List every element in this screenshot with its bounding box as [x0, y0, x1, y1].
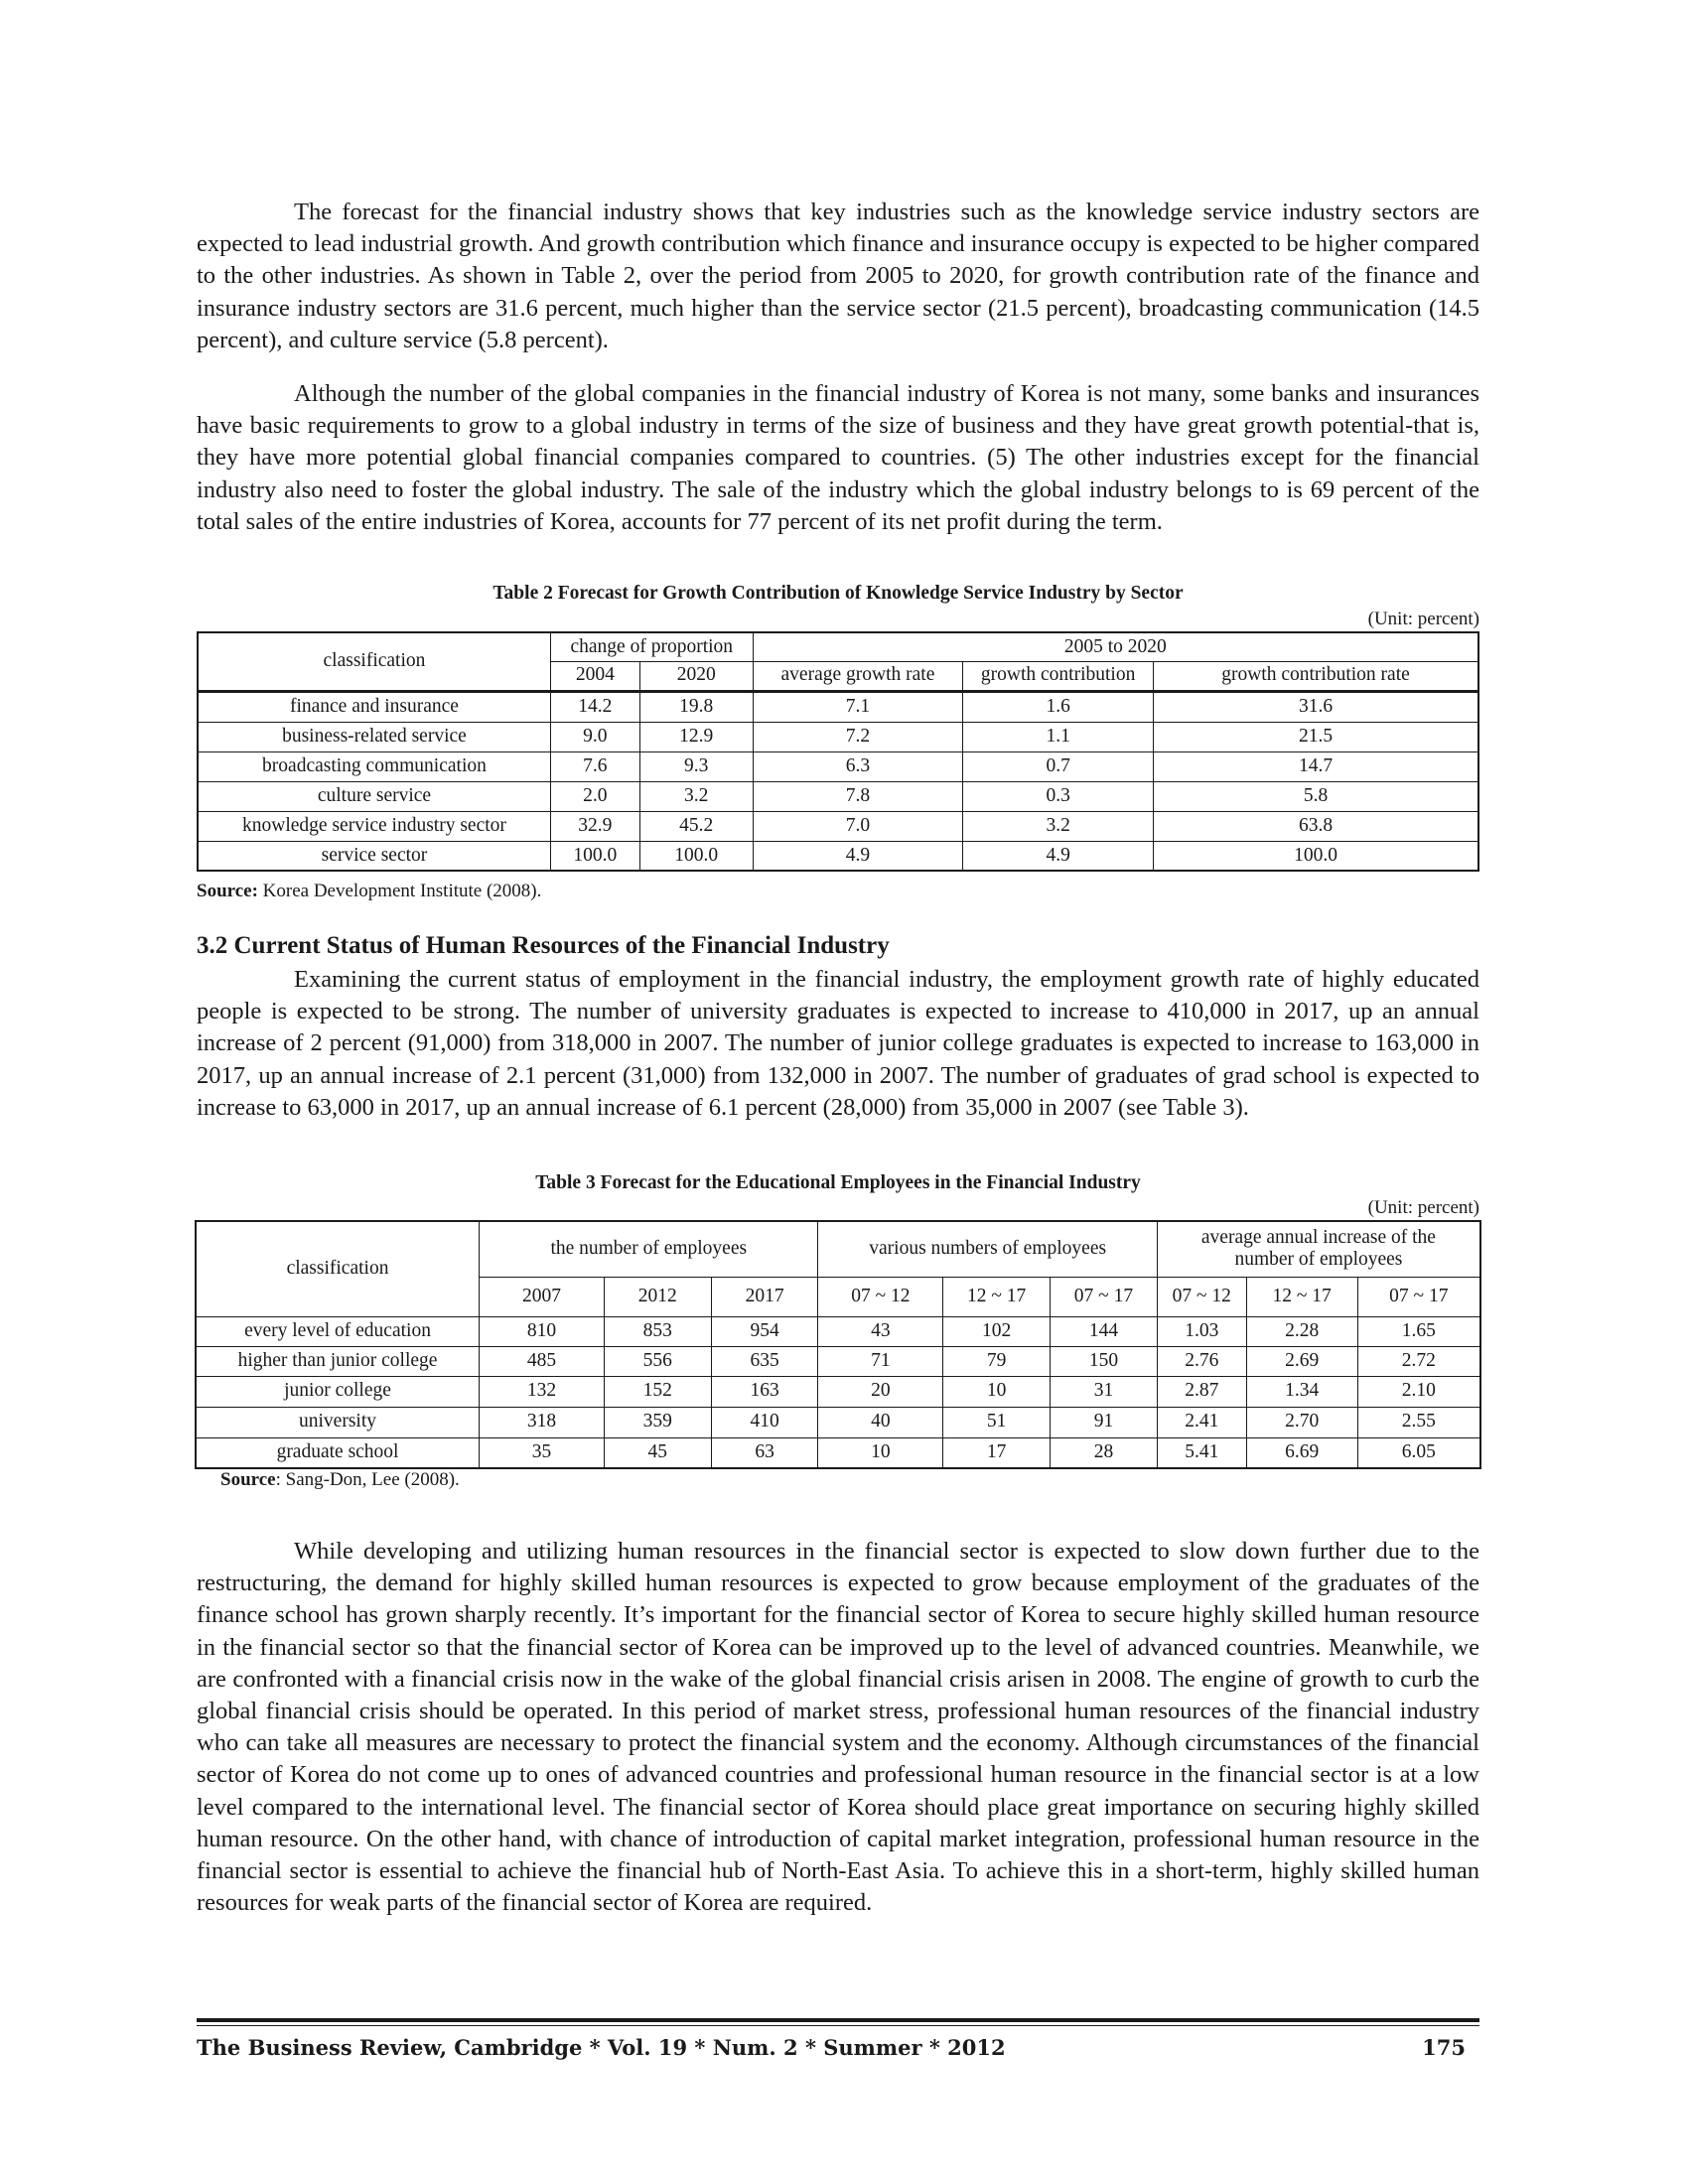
- table-cell: 7.8: [753, 781, 963, 811]
- table-cell: broadcasting communication: [198, 751, 550, 781]
- table-cell: knowledge service industry sector: [198, 811, 550, 841]
- table3-subheader: 12 ~ 17: [1246, 1277, 1357, 1316]
- table2-header-2020: 2020: [639, 661, 753, 691]
- table-cell: 318: [480, 1407, 605, 1437]
- table-cell: 810: [480, 1316, 605, 1346]
- table-cell: 40: [818, 1407, 943, 1437]
- table2-header-period: 2005 to 2020: [753, 632, 1478, 661]
- table-cell: 4.9: [963, 841, 1154, 871]
- table-row: [196, 1316, 1480, 1346]
- table-cell: 2.55: [1357, 1407, 1480, 1437]
- table-cell: 100.0: [1154, 841, 1478, 871]
- table2-caption: Table 2 Forecast for Growth Contribution of Knowledge Service Industry by Sector: [492, 583, 1184, 604]
- table-cell: culture service: [198, 781, 550, 811]
- table2-unit: (Unit: percent): [1367, 609, 1479, 629]
- table-cell: 9.3: [639, 751, 753, 781]
- table-cell: 5.41: [1157, 1437, 1246, 1468]
- source-text: Korea Development Institute (2008).: [257, 881, 542, 901]
- table-cell: 7.2: [753, 722, 963, 751]
- table-cell: 6.69: [1246, 1437, 1357, 1468]
- table-cell: 14.7: [1154, 751, 1478, 781]
- table-cell: 20: [818, 1376, 943, 1407]
- table-cell: 1.03: [1157, 1316, 1246, 1346]
- table-cell: 954: [711, 1316, 818, 1346]
- table-cell: 21.5: [1154, 722, 1478, 751]
- table2: [197, 631, 1479, 872]
- table-cell: 1.6: [963, 691, 1154, 722]
- table-row: [198, 811, 1478, 841]
- table3-header-classification: classification: [196, 1221, 480, 1316]
- table-cell: university: [196, 1407, 480, 1437]
- table-cell: 1.34: [1246, 1376, 1357, 1407]
- table-cell: 2.28: [1246, 1316, 1357, 1346]
- table-cell: 635: [711, 1346, 818, 1376]
- table-cell: 1.65: [1357, 1316, 1480, 1346]
- table3-subheader: 07 ~ 12: [1157, 1277, 1246, 1316]
- paragraph-3: Examining the current status of employment in the financial industry, the employment growth rate of highly educated people is expected to be strong. The number of university graduates is expected to increase to 410,000 in 2017, up an annual increase of 2 percent (91,000) from 318,000 in 2007. The number of junior college graduates is expected to increase to 163,000 in 2017, up an annual increase of 2.1 percent (31,000) from 132,000 in 2007. The number of graduates of grad school is expected to increase to 63,000 in 2017, up an annual increase of 6.1 percent (28,000) from 35,000 in 2007 (see Table 3).: [197, 966, 1479, 1121]
- table-row: [196, 1376, 1480, 1407]
- table-cell: 6.05: [1357, 1437, 1480, 1468]
- table-cell: 2.70: [1246, 1407, 1357, 1437]
- table3-header-various: various numbers of employees: [818, 1221, 1157, 1277]
- paragraph-1: The forecast for the financial industry shows that key industries such as the knowledge service industry sectors are expected to lead industrial growth. And growth contribution which finance and insurance occupy is expected to be higher compared to the other industries. As shown in Table 2, over the period from 2005 to 2020, for growth contribution rate of the finance and insurance industry sectors are 31.6 percent, much higher than the service sector (21.5 percent), broadcasting communication (14.5 percent), and culture service (5.8 percent).: [197, 199, 1479, 353]
- table-cell: 2.87: [1157, 1376, 1246, 1407]
- table3: [195, 1220, 1481, 1469]
- table-cell: 2.0: [550, 781, 639, 811]
- table-cell: 359: [604, 1407, 711, 1437]
- table-cell: 91: [1051, 1407, 1158, 1437]
- table-cell: 2.76: [1157, 1346, 1246, 1376]
- table2-header-gcr: growth contribution rate: [1154, 661, 1478, 691]
- table-cell: 10: [818, 1437, 943, 1468]
- table3-subheader: 2017: [711, 1277, 818, 1316]
- table-row: [198, 722, 1478, 751]
- table-cell: business-related service: [198, 722, 550, 751]
- table-cell: 32.9: [550, 811, 639, 841]
- table-cell: 2.72: [1357, 1346, 1480, 1376]
- paragraph-4: While developing and utilizing human resources in the financial sector is expected to slow down further due to the restructuring, the demand for highly skilled human resources is expected to grow because employment of the graduates of the finance school has grown sharply recently. It’s important for the financial sector of Korea to secure highly skilled human resource in the financial sector so that the financial sector of Korea can be improved up to the level of advanced countries. Meanwhile, we are confronted with a financial crisis now in the wake of the global financial crisis arisen in 2008. The engine of growth to curb the global financial crisis should be operated. In this period of market stress, professional human resources of the financial industry who can take all measures are necessary to protect the financial system and the economy. Although circumstances of the financial sector of Korea do not come up to ones of advanced countries and professional human resource in the financial sector is at a low level compared to the international level. The financial sector of Korea should place great importance on securing highly skilled human resource. On the other hand, with chance of introduction of capital market integration, professional human resource in the financial sector is essential to achieve the financial hub of North-East Asia. To achieve this in a short-term, highly skilled human resources for weak parts of the financial sector of Korea are required.: [197, 1538, 1479, 1917]
- table-cell: 485: [480, 1346, 605, 1376]
- table-cell: 6.3: [753, 751, 963, 781]
- table-cell: 28: [1051, 1437, 1158, 1468]
- table-cell: 45.2: [639, 811, 753, 841]
- section-heading: 3.2 Current Status of Human Resources of the Financial Industry: [197, 932, 890, 959]
- table-cell: 100.0: [639, 841, 753, 871]
- source-text: : Sang-Don, Lee (2008).: [275, 1469, 460, 1490]
- table3-unit: (Unit: percent): [1367, 1197, 1479, 1218]
- table-cell: 853: [604, 1316, 711, 1346]
- table-row: [196, 1346, 1480, 1376]
- source-label: Source:: [197, 881, 258, 901]
- table3-subheader: 07 ~ 17: [1357, 1277, 1480, 1316]
- table2-header-change: change of proportion: [550, 632, 753, 661]
- table-cell: 19.8: [639, 691, 753, 722]
- page-number: 175: [1422, 2035, 1466, 2060]
- table-cell: 3.2: [963, 811, 1154, 841]
- table-cell: 152: [604, 1376, 711, 1407]
- footer-rule: [197, 2018, 1479, 2022]
- table-cell: finance and insurance: [198, 691, 550, 722]
- table-cell: 79: [943, 1346, 1051, 1376]
- journal-citation: The Business Review, Cambridge * Vol. 19 * Num. 2 * Summer * 2012: [197, 2035, 1006, 2060]
- table-row: [198, 781, 1478, 811]
- table-cell: 63: [711, 1437, 818, 1468]
- table-row: [198, 751, 1478, 781]
- table2-source: [197, 881, 541, 902]
- table3-source: [220, 1469, 460, 1491]
- table3-subheader: 07 ~ 12: [818, 1277, 943, 1316]
- table-cell: 0.7: [963, 751, 1154, 781]
- table-cell: 100.0: [550, 841, 639, 871]
- table-cell: 102: [943, 1316, 1051, 1346]
- table-cell: every level of education: [196, 1316, 480, 1346]
- table-cell: service sector: [198, 841, 550, 871]
- table-cell: 10: [943, 1376, 1051, 1407]
- table-row: [198, 841, 1478, 871]
- table-cell: 7.6: [550, 751, 639, 781]
- table-cell: 132: [480, 1376, 605, 1407]
- table-cell: 71: [818, 1346, 943, 1376]
- footer-rule: [197, 2025, 1479, 2026]
- table-cell: 31.6: [1154, 691, 1478, 722]
- table-cell: higher than junior college: [196, 1346, 480, 1376]
- table-cell: 51: [943, 1407, 1051, 1437]
- table-row: [196, 1407, 1480, 1437]
- table-cell: 4.9: [753, 841, 963, 871]
- table3-header-average: average annual increase of the number of employees: [1157, 1221, 1480, 1277]
- table-cell: 12.9: [639, 722, 753, 751]
- table-cell: junior college: [196, 1376, 480, 1407]
- paragraph-2: Although the number of the global companies in the financial industry of Korea is not many, some banks and insurances have basic requirements to grow to a global industry in terms of the size of business and they have great growth potential-that is, they have more potential global financial companies compared to countries. (5) The other industries except for the financial industry also need to foster the global industry. The sale of the industry which the global industry belongs to is 69 percent of the total sales of the entire industries of Korea, accounts for 77 percent of its net profit during the term.: [197, 380, 1479, 535]
- table3-subheader: 2012: [604, 1277, 711, 1316]
- table-cell: 43: [818, 1316, 943, 1346]
- table-cell: 150: [1051, 1346, 1158, 1376]
- table2-header-gc: growth contribution: [963, 661, 1154, 691]
- table-cell: 7.0: [753, 811, 963, 841]
- table2-header-2004: 2004: [550, 661, 639, 691]
- table-cell: 45: [604, 1437, 711, 1468]
- table-cell: 2.10: [1357, 1376, 1480, 1407]
- table-cell: 410: [711, 1407, 818, 1437]
- table-cell: 63.8: [1154, 811, 1478, 841]
- table-cell: 3.2: [639, 781, 753, 811]
- table-cell: 35: [480, 1437, 605, 1468]
- source-label: Source: [220, 1469, 276, 1490]
- table-cell: 17: [943, 1437, 1051, 1468]
- table-cell: 1.1: [963, 722, 1154, 751]
- table3-subheader: 12 ~ 17: [943, 1277, 1051, 1316]
- table-cell: 0.3: [963, 781, 1154, 811]
- table-row: [198, 691, 1478, 722]
- footer: [197, 2035, 1479, 2060]
- table-cell: 9.0: [550, 722, 639, 751]
- table3-subheader: 2007: [480, 1277, 605, 1316]
- table-cell: 14.2: [550, 691, 639, 722]
- table-cell: 556: [604, 1346, 711, 1376]
- table3-subheader: 07 ~ 17: [1051, 1277, 1158, 1316]
- table2-header-classification: classification: [198, 632, 550, 691]
- table-cell: graduate school: [196, 1437, 480, 1468]
- table2-header-avg: average growth rate: [753, 661, 963, 691]
- table-cell: 7.1: [753, 691, 963, 722]
- table3-caption: Table 3 Forecast for the Educational Employees in the Financial Industry: [535, 1172, 1141, 1193]
- table-cell: 5.8: [1154, 781, 1478, 811]
- table-cell: 2.69: [1246, 1346, 1357, 1376]
- table-cell: 144: [1051, 1316, 1158, 1346]
- table3-header-employees: the number of employees: [480, 1221, 818, 1277]
- table-cell: 163: [711, 1376, 818, 1407]
- table-cell: 31: [1051, 1376, 1158, 1407]
- table-cell: 2.41: [1157, 1407, 1246, 1437]
- table-row: [196, 1437, 1480, 1468]
